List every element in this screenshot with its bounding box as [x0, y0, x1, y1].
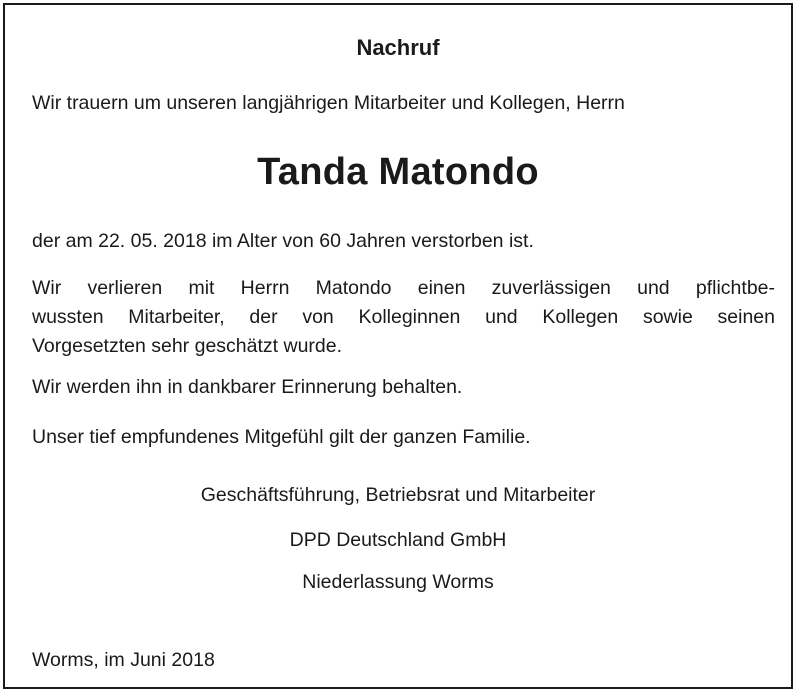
notice-heading: Nachruf [356, 35, 440, 60]
condolence-line: Unser tief empfundenes Mitgefühl gilt der ganzen Familie. [32, 426, 531, 448]
tribute-line: wussten Mitarbeiter, der von Kolleginnen und Kollegen sowie seinen [32, 306, 775, 328]
signature-line-departments: Geschäftsführung, Betriebsrat und Mitarbeiter [200, 484, 596, 506]
intro-line: Wir trauern um unseren langjährigen Mitarbeiter und Kollegen, Herrn [32, 92, 625, 114]
signature-line-company: DPD Deutschland GmbH [289, 529, 507, 551]
signature-line-branch: Niederlassung Worms [302, 571, 494, 593]
deceased-name: Tanda Matondo [257, 151, 539, 193]
death-date-line: der am 22. 05. 2018 im Alter von 60 Jahren verstorben ist. [32, 230, 534, 252]
place-date-line: Worms, im Juni 2018 [32, 649, 215, 671]
obituary-notice [3, 3, 793, 689]
tribute-line: Vorgesetzten sehr geschätzt wurde. [32, 335, 343, 357]
tribute-paragraph [32, 274, 775, 361]
memory-line: Wir werden ihn in dankbarer Erinnerung behalten. [32, 376, 463, 398]
tribute-line: Wir verlieren mit Herrn Matondo einen zuverlässigen und pflichtbe- [32, 277, 775, 299]
